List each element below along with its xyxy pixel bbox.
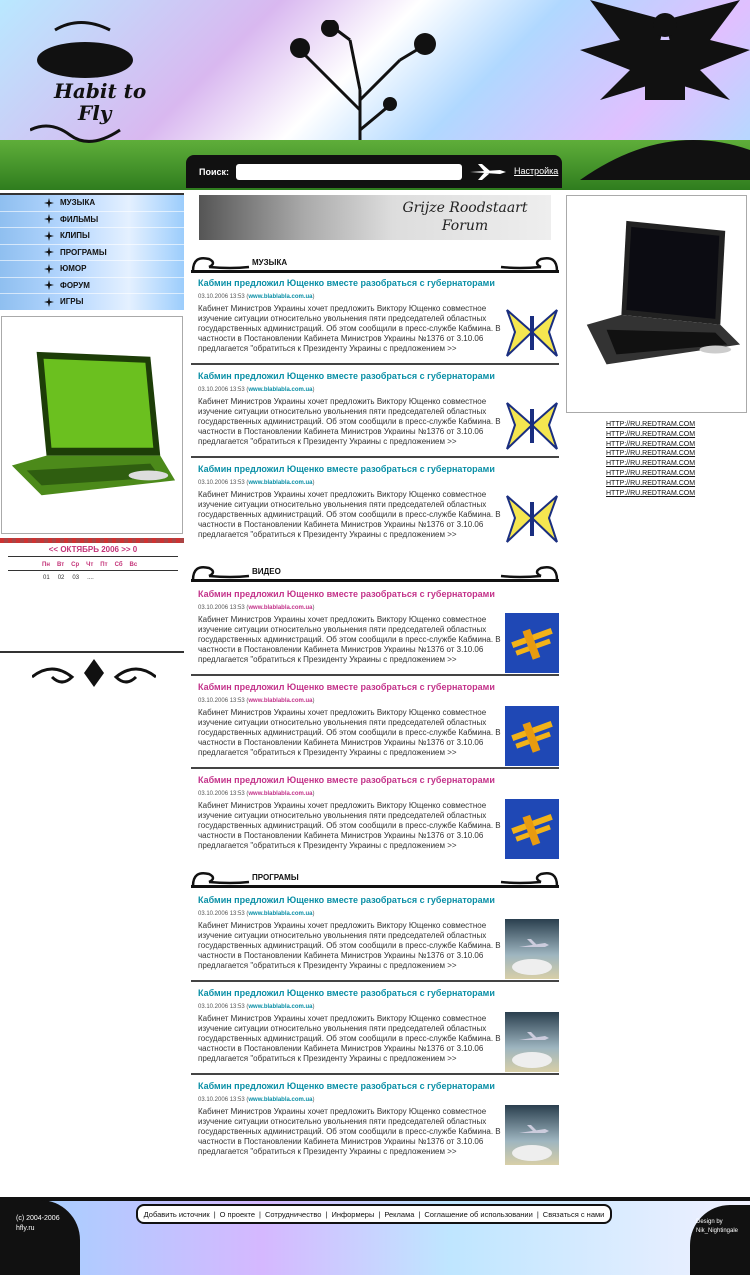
calendar-date[interactable]: 01 — [43, 575, 50, 581]
redtram-link[interactable]: HTTP://RU.REDTRAM.COM — [606, 469, 696, 477]
article-source-link[interactable]: www.blablabla.com.ua — [248, 1004, 313, 1010]
article-title[interactable]: Кабмин предложил Ющенко вместе разобраться с губернаторами — [198, 895, 495, 905]
butterfly-thumbnail-icon[interactable] — [505, 302, 559, 362]
winged-figure-icon — [580, 0, 750, 180]
calendar-weekdays — [8, 562, 178, 571]
article-title[interactable]: Кабмин предложил Ющенко вместе разобраться с губернаторами — [198, 1081, 495, 1091]
sidebar-item-forum[interactable] — [0, 278, 184, 295]
article-date: 03.10.2006 13:53 ( — [198, 294, 249, 300]
news-article — [191, 459, 559, 551]
design-line1: Design by — [696, 1219, 723, 1225]
weekday: Сб — [114, 562, 123, 568]
article-date: 03.10.2006 13:53 ( — [198, 1097, 249, 1103]
article-title[interactable]: Кабмин предложил Ющенко вместе разобраться с губернаторами — [198, 371, 495, 381]
footer-separator: | — [536, 1209, 539, 1219]
black-laptop-icon — [567, 196, 746, 412]
right-laptop-ad[interactable] — [566, 195, 747, 413]
copyright — [16, 1214, 60, 1234]
logo-line1: Habit to — [54, 79, 147, 103]
left-laptop-ad[interactable] — [1, 316, 183, 534]
weekday: Ср — [71, 562, 80, 568]
sidebar-item-music[interactable] — [0, 195, 184, 212]
footer-link-cooperation[interactable]: Сотрудничество — [264, 1209, 322, 1219]
header — [0, 0, 750, 190]
article-body: Кабинет Министров Украины хочет предложить Виктору Ющенко совместное изучение ситуации относительно увольнения пяти председателей областных государственных администраций. Об этом сообщили в пресс-службе Кабмина. В частности в Постановлении Кабинета Министров Украины №1376 от 3.10.06 предлагается "обратиться к Президенту Украины с предложением >> — [198, 921, 501, 970]
article-source-link[interactable]: www.blablabla.com.ua — [248, 480, 313, 486]
redtram-link[interactable]: HTTP://RU.REDTRAM.COM — [606, 430, 696, 438]
article-date-close: ) — [312, 480, 315, 486]
calendar-date[interactable]: 02 — [57, 575, 65, 581]
left-divider — [0, 651, 184, 653]
calendar-divider — [0, 538, 184, 543]
copyright-line1: (c) 2004-2006 — [16, 1215, 60, 1222]
article-meta — [198, 911, 315, 917]
star-icon — [44, 297, 54, 307]
butterfly-thumbnail-icon[interactable] — [505, 488, 559, 548]
sidebar-item-label: ИГРЫ — [60, 297, 84, 307]
article-date: 03.10.2006 13:53 ( — [198, 698, 249, 704]
article-date-close: ) — [312, 911, 315, 917]
banner-line1: Grijze Roodstaart — [402, 200, 528, 216]
sidebar-item-label: ЮМОР — [60, 264, 87, 274]
article-date-close: ) — [312, 387, 315, 393]
site-logo[interactable] — [30, 80, 146, 124]
article-body: Кабинет Министров Украины хочет предложить Виктору Ющенко совместное изучение ситуации относительно увольнения пяти председателей областных государственных администраций. Об этом сообщили в пресс-службе Кабмина. В частности в Постановлении Кабинета Министров Украины №1376 от 3.10.06 предлагается "обратиться к Президенту Украины с предложением >> — [198, 397, 501, 446]
jet-thumbnail-icon[interactable] — [505, 1105, 559, 1165]
section-header-programs — [191, 866, 559, 888]
article-body: Кабинет Министров Украины хочет предложить Виктору Ющенко совместное изучение ситуации относительно увольнения пяти председателей областных государственных администраций. Об этом сообщили в пресс-службе Кабмина. В частности в Постановлении Кабинета Министров Украины №1376 от 3.10.06 предлагается "обратиться к Президенту Украины с предложением >> — [198, 615, 501, 664]
article-meta — [198, 698, 315, 704]
sidebar-item-label: ФИЛЬМЫ — [60, 214, 99, 224]
article-date-close: ) — [312, 791, 315, 797]
article-source-link[interactable]: www.blablabla.com.ua — [248, 911, 313, 917]
article-meta — [198, 387, 315, 393]
sidebar-item-humor[interactable] — [0, 261, 184, 278]
article-date-close: ) — [312, 698, 315, 704]
article-date: 03.10.2006 13:53 ( — [198, 387, 249, 393]
redtram-links — [606, 420, 716, 498]
sidebar-nav — [0, 193, 184, 310]
footer-top-line — [0, 1197, 750, 1201]
article-body: Кабинет Министров Украины хочет предложить Виктору Ющенко совместное изучение ситуации относительно увольнения пяти председателей областных государственных администраций. Об этом сообщили в пресс-службе Кабмина. В частности в Постановлении Кабинета Министров Украины №1376 от 3.10.06 предлагается "обратиться к Президенту Украины с предложением >> — [198, 490, 501, 539]
banner-line2: Forum — [441, 218, 489, 234]
redtram-link[interactable]: HTTP://RU.REDTRAM.COM — [606, 460, 696, 468]
section-header-video — [191, 560, 559, 582]
article-source-link[interactable]: www.blablabla.com.ua — [248, 387, 313, 393]
article-body: Кабинет Министров Украины хочет предложить Виктору Ющенко совместное изучение ситуации относительно увольнения пяти председателей областных государственных администраций. Об этом сообщили в пресс-службе Кабмина. В частности в Постановлении Кабинета Министров Украины №1376 от 3.10.06 предлагается "обратиться к Президенту Украины с предложением >> — [198, 801, 501, 850]
footer-separator: | — [259, 1209, 261, 1219]
article-title[interactable]: Кабмин предложил Ющенко вместе разобраться с губернаторами — [198, 589, 495, 599]
weekday: Чт — [86, 562, 94, 568]
news-article — [191, 677, 559, 769]
footer-left-shape — [0, 1200, 80, 1275]
butterfly-thumbnail-icon[interactable] — [505, 395, 559, 455]
footer-link-contact[interactable]: Связаться с нами — [542, 1209, 605, 1219]
biplane-thumbnail-icon[interactable] — [505, 799, 559, 859]
redtram-link[interactable]: HTTP://RU.REDTRAM.COM — [606, 450, 696, 458]
logo-line2: Fly — [78, 101, 112, 125]
article-body: Кабинет Министров Украины хочет предложить Виктору Ющенко совместное изучение ситуации относительно увольнения пяти председателей областных государственных администраций. Об этом сообщили в пресс-службе Кабмина. В частности в Постановлении Кабинета Министров Украины №1376 от 3.10.06 предлагается "обратиться к Президенту Украины с предложением >> — [198, 304, 501, 353]
article-title[interactable]: Кабмин предложил Ющенко вместе разобраться с губернаторами — [198, 682, 495, 692]
news-article — [191, 584, 559, 676]
article-meta — [198, 294, 315, 300]
sidebar-item-clips[interactable] — [0, 228, 184, 245]
article-meta — [198, 1097, 315, 1103]
article-meta — [198, 791, 315, 797]
article-meta — [198, 480, 315, 486]
article-source-link[interactable]: www.blablabla.com.ua — [248, 698, 313, 704]
section-title[interactable]: ПРОГРАМЫ — [252, 873, 299, 882]
article-body: Кабинет Министров Украины хочет предложить Виктору Ющенко совместное изучение ситуации относительно увольнения пяти председателей областных государственных администраций. Об этом сообщили в пресс-службе Кабмина. В частности в Постановлении Кабинета Министров Украины №1376 от 3.10.06 предлагается "обратиться к Президенту Украины с предложением >> — [198, 1107, 501, 1156]
section-line — [191, 579, 559, 582]
article-meta — [198, 1004, 315, 1010]
star-icon — [44, 280, 54, 290]
footer-menu — [136, 1204, 612, 1224]
article-source-link[interactable]: www.blablabla.com.ua — [248, 791, 313, 797]
banner-text — [380, 199, 550, 235]
calendar-dates — [8, 575, 178, 581]
news-article — [191, 273, 559, 365]
sidebar-item-label: КЛИПЫ — [60, 231, 90, 241]
airplane-icon[interactable] — [470, 164, 506, 180]
search-label: Поиск: — [199, 167, 230, 177]
calendar-month-nav[interactable]: << ОКТЯБРЬ 2006 >> 0 — [8, 545, 178, 557]
star-icon — [44, 214, 54, 224]
copyright-line2: hfly.ru — [16, 1225, 35, 1232]
biplane-thumbnail-icon[interactable] — [505, 613, 559, 673]
article-date: 03.10.2006 13:53 ( — [198, 605, 249, 611]
design-credit — [696, 1218, 738, 1236]
article-date: 03.10.2006 13:53 ( — [198, 911, 249, 917]
news-article — [191, 770, 559, 862]
sidebar-item-games[interactable] — [0, 294, 184, 311]
sidebar-item-label: ПРОГРАМЫ — [60, 247, 107, 257]
jet-thumbnail-icon[interactable] — [505, 919, 559, 979]
section-title[interactable]: МУЗЫКА — [252, 258, 288, 267]
star-icon — [44, 247, 54, 257]
article-date-close: ) — [312, 605, 315, 611]
article-date: 03.10.2006 13:53 ( — [198, 791, 249, 797]
article-source-link[interactable]: www.blablabla.com.ua — [248, 605, 313, 611]
article-title[interactable]: Кабмин предложил Ющенко вместе разобраться с губернаторами — [198, 988, 495, 998]
calendar-date[interactable]: 03 — [72, 575, 80, 581]
article-title[interactable]: Кабмин предложил Ющенко вместе разобраться с губернаторами — [198, 775, 495, 785]
news-article — [191, 1076, 559, 1168]
article-title[interactable]: Кабмин предложил Ющенко вместе разобраться с губернаторами — [198, 464, 495, 474]
redtram-link[interactable]: HTTP://RU.REDTRAM.COM — [606, 479, 696, 487]
sidebar-item-films[interactable] — [0, 212, 184, 229]
article-source-link[interactable]: www.blablabla.com.ua — [248, 294, 313, 300]
footer-separator: | — [378, 1209, 381, 1219]
weekday: Пн — [42, 562, 50, 568]
news-article — [191, 890, 559, 982]
footer-separator: | — [325, 1209, 328, 1219]
footer-separator: | — [418, 1209, 421, 1219]
star-icon — [44, 231, 54, 241]
green-laptop-icon — [2, 317, 182, 533]
weekday: Пт — [100, 562, 108, 568]
jet-thumbnail-icon[interactable] — [505, 1012, 559, 1072]
star-icon — [44, 264, 54, 274]
footer-link-terms[interactable]: Соглашение об использовании — [424, 1209, 533, 1219]
footer-link-about[interactable]: О проекте — [219, 1209, 256, 1219]
butterfly-ornament-icon — [32, 655, 156, 691]
sidebar-item-label: МУЗЫКА — [60, 198, 96, 208]
redtram-link[interactable]: HTTP://RU.REDTRAM.COM — [606, 489, 696, 497]
article-source-link[interactable]: www.blablabla.com.ua — [248, 1097, 313, 1103]
redtram-link[interactable]: HTTP://RU.REDTRAM.COM — [606, 440, 696, 448]
article-body: Кабинет Министров Украины хочет предложить Виктору Ющенко совместное изучение ситуации относительно увольнения пяти председателей областных государственных администраций. Об этом сообщили в пресс-службе Кабмина. В частности в Постановлении Кабинета Министров Украины №1376 от 3.10.06 предлагается "обратиться к Президенту Украины с предложением >> — [198, 1014, 501, 1063]
sidebar-item-label: ФОРУМ — [60, 280, 90, 290]
design-line2: Nik_Nightingale — [696, 1228, 739, 1234]
article-date: 03.10.2006 13:53 ( — [198, 480, 249, 486]
article-date-close: ) — [312, 1004, 315, 1010]
settings-link[interactable]: Настройка — [514, 166, 559, 176]
footer-link-add-source[interactable]: Добавить источник — [143, 1209, 210, 1219]
weekday: Вс — [129, 562, 138, 568]
footer-link-ads[interactable]: Реклама — [384, 1209, 415, 1219]
news-article — [191, 366, 559, 458]
section-header-music — [191, 251, 559, 273]
news-article — [191, 983, 559, 1075]
star-icon — [44, 198, 54, 208]
calendar-date: .... — [87, 575, 94, 581]
calendar — [8, 545, 178, 581]
article-title[interactable]: Кабмин предложил Ющенко вместе разобраться с губернаторами — [198, 278, 495, 288]
redtram-link[interactable]: HTTP://RU.REDTRAM.COM — [606, 421, 696, 428]
biplane-thumbnail-icon[interactable] — [505, 706, 559, 766]
article-date: 03.10.2006 13:53 ( — [198, 1004, 249, 1010]
sidebar-item-programs[interactable] — [0, 245, 184, 262]
article-date-close: ) — [312, 294, 315, 300]
article-date-close: ) — [312, 1097, 315, 1103]
search-input[interactable] — [236, 164, 462, 180]
footer-link-informers[interactable]: Информеры — [331, 1209, 375, 1219]
footer-separator: | — [213, 1209, 216, 1219]
article-meta — [198, 605, 315, 611]
section-line — [191, 885, 559, 888]
weekday: Вт — [56, 562, 65, 568]
section-title[interactable]: ВИДЕО — [252, 567, 281, 576]
article-body: Кабинет Министров Украины хочет предложить Виктору Ющенко совместное изучение ситуации относительно увольнения пяти председателей областных государственных администраций. Об этом сообщили в пресс-службе Кабмина. В частности в Постановлении Кабинета Министров Украины №1376 от 3.10.06 предлагается "обратиться к Президенту Украины с предложением >> — [198, 708, 501, 757]
